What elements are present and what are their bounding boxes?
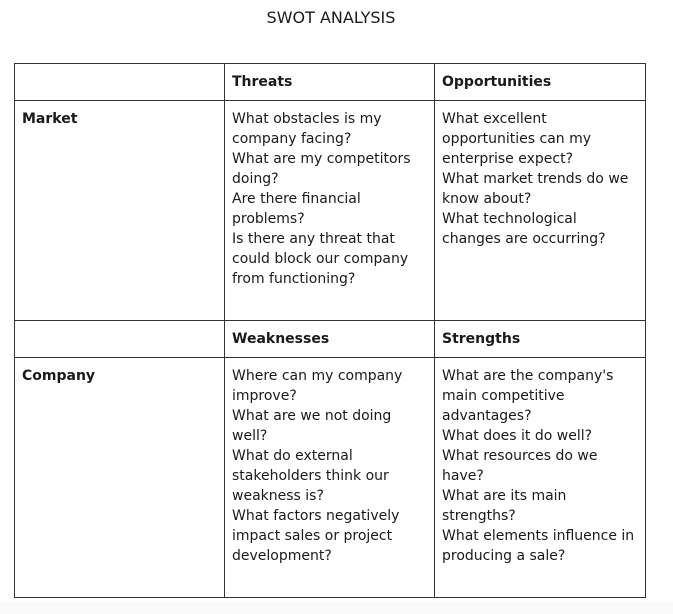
row-label-company: Company: [15, 358, 225, 598]
page-title: SWOT ANALYSIS: [266, 8, 396, 27]
weakness-question: What are we not doing well?: [232, 408, 392, 444]
header-opportunities: Opportunities: [435, 64, 646, 101]
weaknesses-cell: [225, 358, 435, 598]
header-weaknesses: Weaknesses: [225, 321, 435, 358]
strength-question: What elements influence in producing a sale?: [442, 528, 635, 564]
opportunity-question: What market trends do we know about?: [442, 171, 629, 207]
strength-question: What are the company's main competitive advantages?: [442, 368, 614, 424]
swot-table: [14, 63, 646, 598]
threat-question: Is there any threat that could block our company from functioning?: [232, 231, 409, 287]
header-blank-cell: [15, 64, 225, 101]
threat-question: Are there financial problems?: [232, 191, 361, 227]
table-header-row-1: [15, 64, 646, 101]
threat-question: What obstacles is my company facing?: [232, 111, 382, 147]
header-blank-cell: [15, 321, 225, 358]
threats-cell: [225, 101, 435, 321]
strength-question: What resources do we have?: [442, 448, 598, 484]
strengths-cell: [435, 358, 646, 598]
threat-question: What are my competitors doing?: [232, 151, 411, 187]
strength-question: What are its main strengths?: [442, 488, 567, 524]
opportunity-question: What technological changes are occurring?: [442, 211, 606, 247]
strength-question: What does it do well?: [442, 428, 593, 444]
header-strengths: Strengths: [435, 321, 646, 358]
row-label-market: Market: [15, 101, 225, 321]
opportunities-cell: [435, 101, 646, 321]
table-row-market: [15, 101, 646, 321]
table-row-company: [15, 358, 646, 598]
opportunity-question: What excellent opportunities can my enterprise expect?: [442, 111, 592, 167]
header-threats: Threats: [225, 64, 435, 101]
table-header-row-2: [15, 321, 646, 358]
weakness-question: What factors negatively impact sales or project development?: [232, 508, 400, 564]
weakness-question: What do external stakeholders think our weakness is?: [232, 448, 389, 504]
weakness-question: Where can my company improve?: [232, 368, 403, 404]
